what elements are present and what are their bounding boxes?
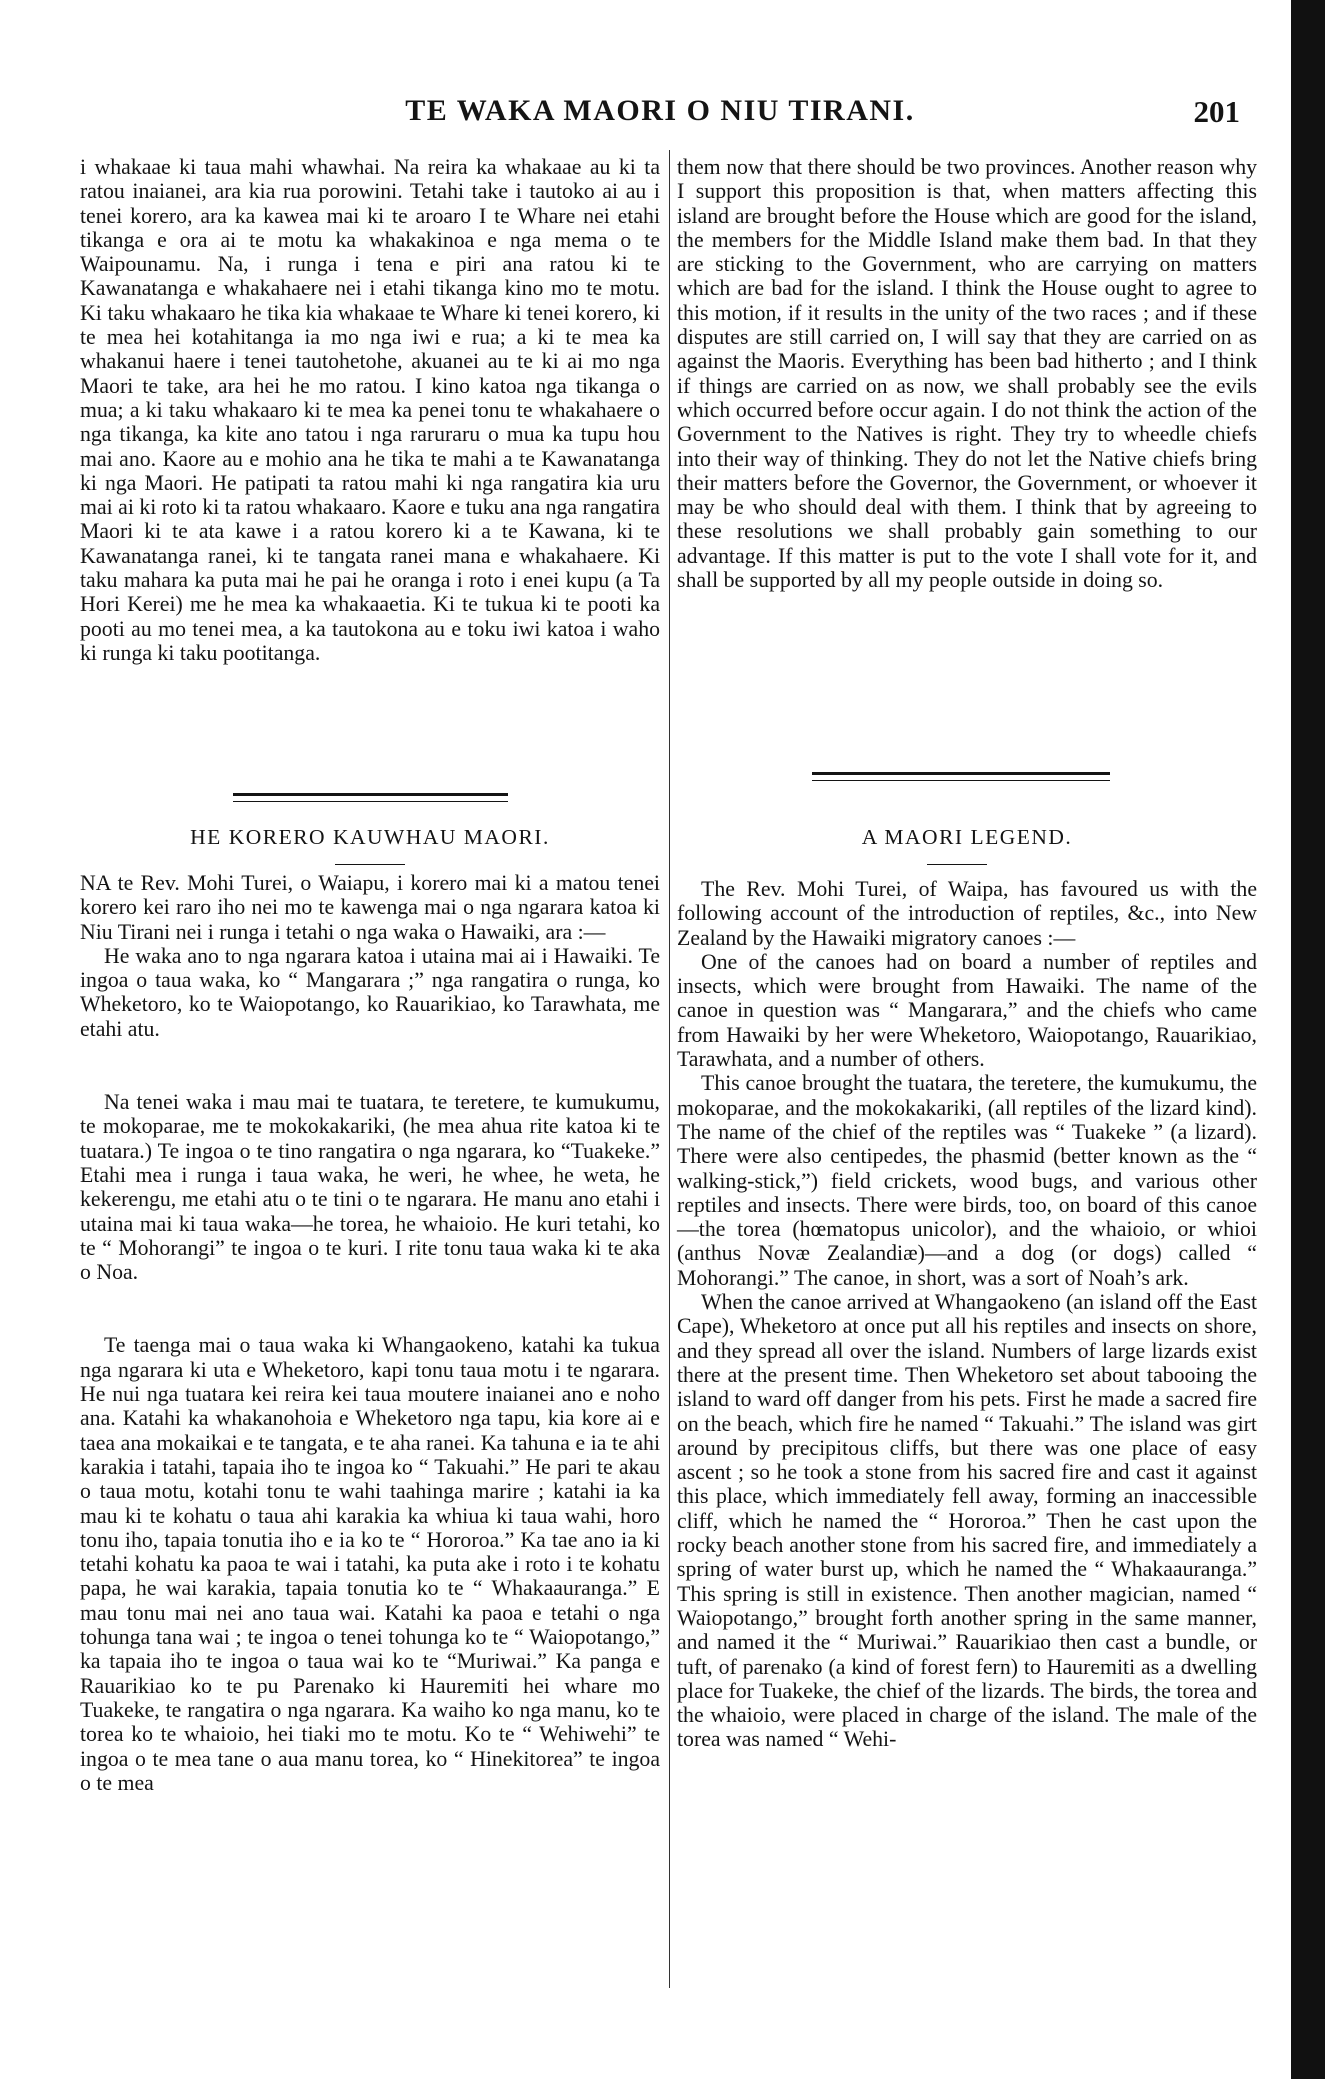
page-number: 201: [1193, 94, 1240, 129]
left-section-paragraph: Te taenga mai o taua waka ki Whangaokeno, katahi ka tukua nga ngarara ki uta e Wheketoro, kapi tonu taua motu i te ngarara. He nui nga tuatara kei reira kei taua moutere inaianei ano e noho ana. Katahi ka whakanohoia e Wheketoro nga tapu, kia kore ai e taea ana mokaikai e te tangata, e te aha ranei. Ka tahuna e ia te ahi karakia i tatahi, tapaia iho te ingoa ko “ Takuahi.” He pari te akau o taua motu, kotahi tonu te wahi taahinga marire ; katahi ia ka mau ki te kohatu o taua ahi karakia ka whiua ki taua wahi, horo tonu iho, tapaia tonutia iho e ia ko te “ Hororoa.” Ka tae ano ia ki tetahi kohatu ka paoa te wai i tatahi, ka puta ake i roto i te kohatu papa, he wai karakia, tapaia tonutia ko te “ Whakaauranga.” E mau tonu mai nei ano taua wai. Katahi ka paoa e tetahi o nga tohunga tana wai ; te ingoa o tenei tohunga ko te “ Waiopotango,” ka tapaia iho te ingoa o taua wai ko te “Muriwai.” Ka panga e Rauarikiao ko te pu Parenako ki Hauremiti hei whare mo Tuakeke, te rangatira o nga ngarara. Ka waiho ko nga manu, ko te torea ko te whaioio, hei tiaki mo te motu. Ko te “ Wehiwehi” te ingoa o te mea tane o aua manu torea, ko “ Hinekitorea” te ingoa o te mea: [80, 1333, 660, 1795]
scan-page-edge: [1291, 0, 1325, 2079]
left-column-top: [80, 155, 660, 665]
right-heading-underline: [927, 864, 987, 865]
left-column-section: [80, 871, 660, 1795]
left-section-paragraph: Na tenei waka i mau mai te tuatara, te teretere, te kumukumu, te mokoparae, me te mokokakariki, (he mea ahua rite katoa ki te tuatara.) Te ingoa o te tino rangatira o nga ngarara, ko “Tuakeke.” Etahi mea i runga i taua waka, he weri, he whee, he weta, he kekerengu, me etahi atu o te tini o te ngarara. He manu ano etahi i utaina mai ki taua waka—he torea, he whaioio. He kuri tetahi, ko te “ Mohorangi” te ingoa o te kuri. I rite tonu taua waka ki te aka o Noa.: [80, 1090, 660, 1285]
right-top-paragraph: them now that there should be two provinces. Another reason why I support this proposition is that, when matters affecting this island are brought before the House which are good for the island, the members for the Middle Island make them bad. In that they are sticking to the Government, who are carrying on matters which are bad for the island. I think the House ought to agree to this motion, if it results in the unity of the two races ; and if these disputes are still carried on, I will say that they are carried on as against the Maoris. Everything has been bad hitherto ; and I think if things are carried on as now, we shall probably see the evils which occurred before occur again. I do not think the action of the Government to the Natives is right. They try to wheedle chiefs into their way of thinking. They do not let the Native chiefs bring their matters before the Governor, the Government, or whoever it may be who should deal with them. I think that by agreeing to these resolutions we shall probably gain something to our advantage. If this matter is put to the vote I shall vote for it, and shall be supported by all my people outside in doing so.: [677, 155, 1257, 593]
running-title: TE WAKA MAORI O NIU TIRANI.: [405, 94, 915, 127]
left-section-paragraph: NA te Rev. Mohi Turei, o Waiapu, i korero mai ki a matou tenei korero kei raro iho nei mo te kawenga mai o nga ngarara katoa ki Niu Tirani nei i runga i tetahi o nga waka o Hawaiki, ara :—: [80, 871, 660, 944]
left-section-heading: HE KORERO KAUWHAU MAORI.: [190, 825, 550, 849]
left-top-paragraph: i whakaae ki taua mahi whawhai. Na reira ka whakaae au ki ta ratou inaianei, ara kia rua porowini. Tetahi take i tautoko ai au i tenei korero, ara ka kawea mai ki te aroaro I te Whare nei etahi tikanga e ora ai te motu ka whakakinoa e nga mema o te Waipounamu. Na, i runga i tena e piri ana ratou ki te Kawanatanga e whakahaere nei i etahi tikanga kino mo te motu. Ki taku whakaaro he tika kia whakaae te Whare ki tenei korero, ki te mea hei kotahitanga ia mo nga iwi e rua; a ki te mea ka whakanui haere i tenei tautohetohe, akuanei au te ki ai mo nga Maori te take, ara hei he mo ratou. I kino katoa nga tikanga o mua; a ki taku whakaaro ki te mea ka penei tonu te whakahaere o nga tikanga, ka kite ano tatou i nga raruraru o mua ka tupu hou mai ano. Kaore au e mohio ana he tika te mahi a te Kawanatanga ki nga Maori. He patipati ta ratou mahi ki nga rangatira kia uru mai ai ki roto ki ta ratou whakaaro. Kaore e tuku ana nga rangatira Maori ki te ata kawe i a ratou korero ki a te Kawana, ki te Kawanatanga ranei, ki te tangata ranei mana e whakahaere. Ki taku mahara ka puta mai he pai he oranga i roto i enei kupu (a Ta Hori Kerei) me he mea ka whakaaetia. Ki te tukua ki te pooti ka pooti au mo tenei mea, a ka tautokona au e toku iwi katoa i waho ki runga ki taku pootitanga.: [80, 155, 660, 665]
column-divider: [669, 150, 670, 1988]
right-section-heading: A MAORI LEGEND.: [861, 825, 1073, 849]
page-header: [80, 94, 1240, 134]
left-section-rule: [233, 793, 508, 802]
right-section-paragraph: The Rev. Mohi Turei, of Waipa, has favoured us with the following account of the introduction of reptiles, &c., into New Zealand by the Hawaiki migratory canoes :—: [677, 877, 1257, 950]
left-heading-underline: [335, 864, 405, 865]
right-column-section: [677, 877, 1257, 1752]
right-section-paragraph: When the canoe arrived at Whangaokeno (an island off the East Cape), Wheketoro at once put all his reptiles and insects on shore, and they spread all over the island. Numbers of large lizards exist there at the present time. Then Wheketoro set about tabooing the island to ward off danger from his pets. First he made a sacred fire on the beach, which fire he named “ Takuahi.” The island was girt around by precipitous cliffs, but there was one place of easy ascent ; so he took a stone from his sacred fire and cast it against this place, which immediately fell away, forming an inaccessible cliff, which he named the “ Hororoa.” Then he cast upon the rocky beach another stone from his sacred fire, and immediately a spring of water burst up, which he named the “ Whakaauranga.” This spring is still in existence. Then another magician, named “ Waiopotango,” brought forth another spring in the same manner, and named it the “ Muriwai.” Rauarikiao then cast a bundle, or tuft, of parenako (a kind of forest fern) to Hauremiti as a dwelling place for Tuakeke, the chief of the lizards. The birds, the torea and the whaioio, were placed in charge of the island. The male of the torea was named “ Wehi-: [677, 1290, 1258, 1752]
right-section-paragraph: This canoe brought the tuatara, the teretere, the kumukumu, the mokoparae, and the mokokakariki, (all reptiles of the lizard kind). The name of the chief of the reptiles was “ Tuakeke ” (a lizard). There were also centipedes, the phasmid (better known as the “ walking-stick,”) field crickets, wood bugs, and various other reptiles and insects. There were birds, too, on board of this canoe—the torea (hœmatopus unicolor), and the whaioio, or whioi (anthus Novæ Zealandiæ)—and a dog (or dogs) called “ Mohorangi.” The canoe, in short, was a sort of Noah’s ark.: [677, 1071, 1257, 1290]
right-section-paragraph: One of the canoes had on board a number of reptiles and insects, which were brought from Hawaiki. The name of the canoe in question was “ Mangarara,” and the chiefs who came from Hawaiki by her were Wheketoro, Waiopotango, Rauarikiao, Tarawhata, and a number of others.: [677, 949, 1257, 1072]
right-column-top: [677, 155, 1257, 592]
right-section-rule: [812, 772, 1110, 781]
left-section-paragraph: He waka ano to nga ngarara katoa i utaina mai ai i Hawaiki. Te ingoa o taua waka, ko “ Mangarara ;” nga rangatira o runga, ko Wheketoro, ko te Waiopotango, ko Rauarikiao, ko Tarawhata, me etahi atu.: [80, 943, 660, 1041]
